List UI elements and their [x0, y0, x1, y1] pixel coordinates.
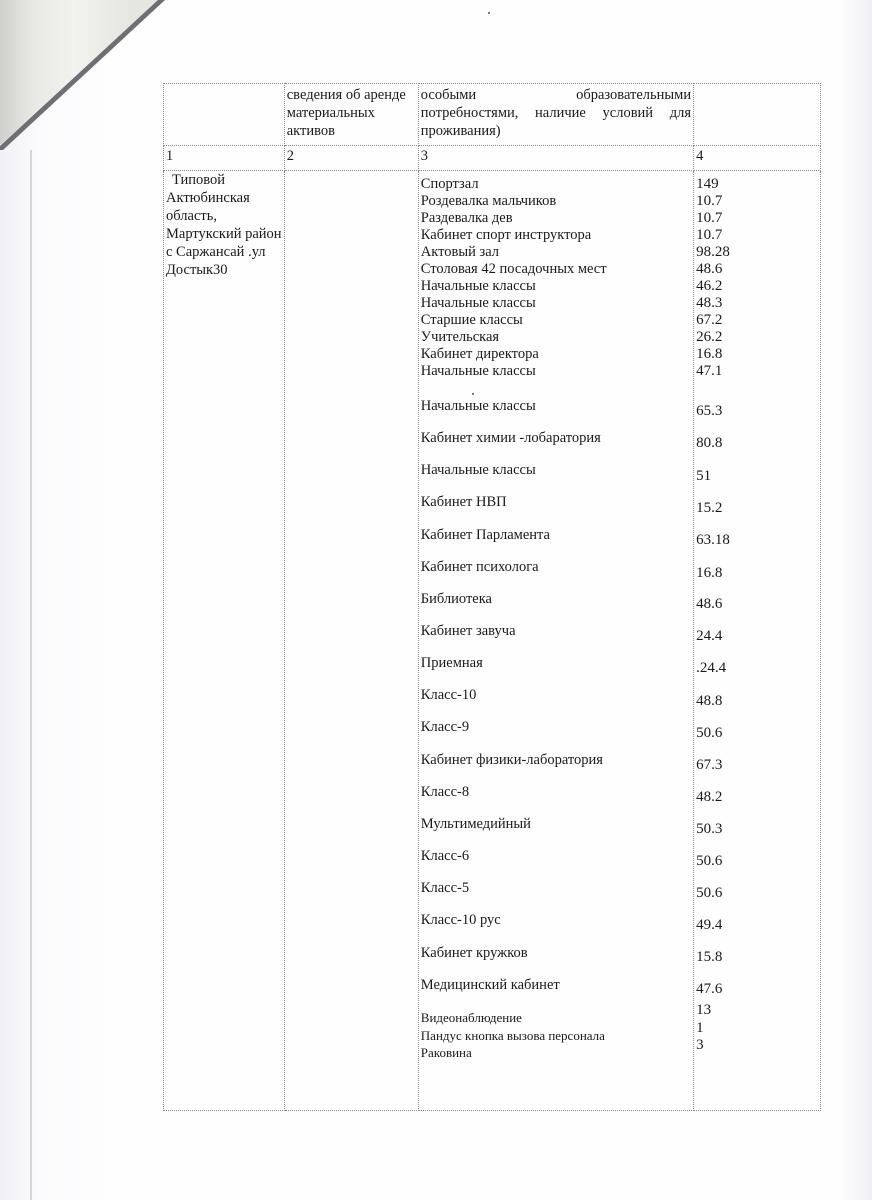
address-line: Типовой [172, 172, 226, 188]
room-name: Пандус кнопка вызова персонала [420, 1028, 605, 1043]
room-area-value: 16.8 [696, 346, 723, 362]
room-area-value: .24.4 [696, 660, 727, 676]
room-name: Кабинет завуча [420, 623, 516, 639]
room-area-value: 80.8 [696, 435, 723, 451]
address-line: Актюбинская [166, 190, 250, 206]
header-word: наличие [535, 105, 586, 121]
address-line: Достык30 [166, 262, 228, 278]
column-number: 2 [284, 146, 418, 171]
room-area-value: 24.4 [696, 628, 723, 644]
room-area-value: 50.6 [696, 725, 723, 741]
room-name: Начальные классы [420, 278, 536, 294]
school-address-cell [164, 171, 285, 1111]
header-cell-3-line: проживания) [420, 123, 501, 139]
room-area-value: 63.18 [696, 532, 730, 548]
room-name: Библиотека [420, 591, 492, 607]
room-area-value: 51 [696, 468, 712, 484]
room-area-value: 50.6 [696, 885, 723, 901]
room-area-value: 48.8 [696, 693, 723, 709]
room-name: Видеонаблюдение [420, 1010, 522, 1025]
room-name: Столовая 42 посадочных мест [420, 261, 607, 277]
header-cell-2-line: материальных [286, 105, 375, 121]
room-area-value: 98.28 [696, 244, 730, 260]
room-name: Класс-8 [420, 784, 470, 800]
room-name: Учительская [420, 329, 500, 345]
room-area-value: 49.4 [696, 917, 723, 933]
room-name: Кабинет Парламента [420, 527, 550, 543]
room-name: Старшие классы [420, 312, 523, 328]
room-name: Начальные классы [420, 398, 536, 414]
room-area-value: 15.2 [696, 500, 723, 516]
room-area-value: 10.7 [696, 227, 723, 243]
room-name: Кабинет физики-лаборатория [420, 752, 603, 768]
premises-table [163, 83, 821, 1111]
address-line: Мартукский район [166, 226, 282, 242]
room-name: Роздевалка мальчиков [420, 193, 557, 209]
room-name: Класс-9 [420, 719, 470, 735]
column-number: 3 [418, 146, 693, 171]
room-name: Раздевалка дев [420, 210, 513, 226]
header-cell-4 [694, 84, 821, 146]
room-area-value: 67.3 [696, 757, 723, 773]
header-cell-1 [164, 84, 285, 146]
rooms-cell [418, 171, 693, 1111]
room-area-value: 48.3 [696, 295, 723, 311]
room-area-value: 48.6 [696, 596, 723, 612]
header-word: для [669, 105, 692, 121]
room-name: Кабинет НВП [420, 494, 507, 510]
header-word: образовательными [576, 87, 692, 103]
room-area-value: 10.7 [696, 210, 723, 226]
scan-speck [488, 12, 490, 14]
table-body-row [164, 171, 821, 1111]
room-name: Кабинет кружков [420, 945, 528, 961]
room-name: Кабинет директора [420, 346, 539, 362]
room-name: Начальные классы [420, 295, 536, 311]
room-area-value: 16.8 [696, 565, 723, 581]
room-name: Раковина [420, 1045, 472, 1060]
room-name: Класс-5 [420, 880, 470, 896]
header-cell-2-line: сведения об аренде [286, 87, 406, 103]
room-area-value: 67.2 [696, 312, 723, 328]
rental-info-cell [284, 171, 418, 1111]
room-area-value: 149 [696, 176, 719, 192]
room-name: Медицинский кабинет [420, 977, 560, 993]
address-line: область, [166, 208, 217, 224]
areas-cell [694, 171, 821, 1111]
room-name: Кабинет химии -лобаратория [420, 430, 601, 446]
room-area-value: 48.2 [696, 789, 723, 805]
header-cell-2-line: активов [286, 123, 335, 139]
column-number-row [164, 146, 821, 171]
room-area-value: 47.1 [696, 363, 723, 379]
room-area-value: 13 [696, 1002, 712, 1018]
room-area-value: 50.3 [696, 821, 723, 837]
header-cell-2 [284, 84, 418, 146]
scan-edge-line [30, 150, 32, 1200]
room-area-value: 10.7 [696, 193, 723, 209]
room-area-value: 26.2 [696, 329, 723, 345]
room-name: Класс-10 [420, 687, 477, 703]
header-word: потребностями, [420, 105, 519, 121]
address-line: с Саржансай .ул [166, 244, 266, 260]
room-area-value: 47.6 [696, 981, 723, 997]
room-name: Спортзал [420, 176, 479, 192]
room-area-value: 1 [696, 1020, 704, 1036]
header-word: особыми [420, 87, 477, 103]
room-area-value: 65.3 [696, 403, 723, 419]
table-header-row [164, 84, 821, 146]
room-name: Начальные классы [420, 363, 536, 379]
room-name: Класс-10 рус [420, 912, 501, 928]
header-cell-3-line [421, 104, 691, 122]
column-number: 1 [164, 146, 285, 171]
header-word: условий [602, 105, 654, 121]
room-name: Приемная [420, 655, 483, 671]
room-area-value: 3 [696, 1037, 704, 1053]
room-name: Актовый зал [420, 244, 500, 260]
room-name: Кабинет спорт инструктора [420, 227, 592, 243]
room-name: Мультимедийный [420, 816, 531, 832]
room-area-value: 50.6 [696, 853, 723, 869]
room-area-value: 15.8 [696, 949, 723, 965]
room-area-value: 46.2 [696, 278, 723, 294]
header-cell-3-line [421, 86, 691, 104]
room-name: Начальные классы [420, 462, 536, 478]
header-cell-3 [418, 84, 693, 146]
column-number: 4 [694, 146, 821, 171]
room-name: Класс-6 [420, 848, 470, 864]
room-name: Кабинет психолога [420, 559, 539, 575]
room-area-value: 48.6 [696, 261, 723, 277]
